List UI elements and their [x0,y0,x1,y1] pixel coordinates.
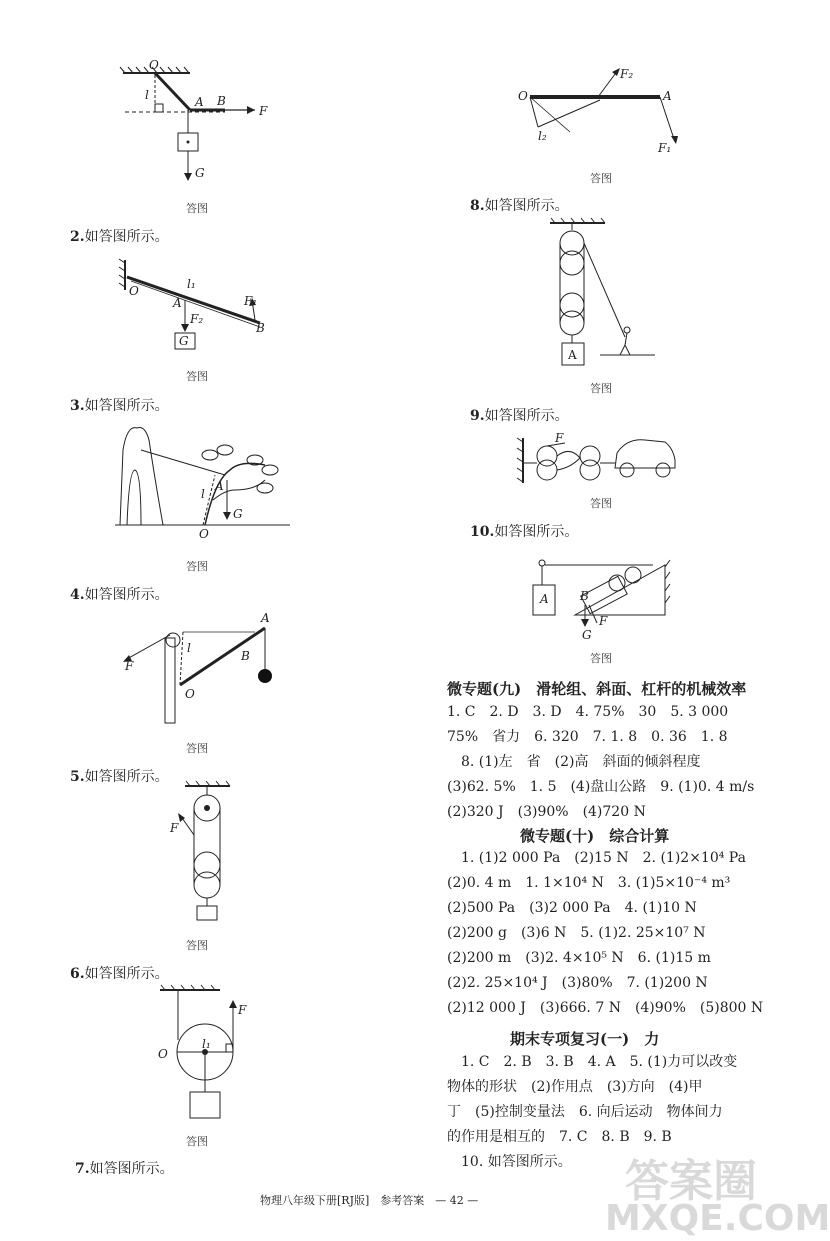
diagram-5 [160,780,260,925]
svg-text:l: l [145,88,149,102]
caption-10: 答图 [590,652,612,665]
svg-text:l₁: l₁ [187,277,196,291]
caption-9: 答图 [590,497,612,510]
item-8: 8.如答图所示。 [470,198,569,214]
svg-text:A: A [215,479,224,493]
item-10: 10.如答图所示。 [470,524,579,540]
svg-text:O: O [158,1047,168,1061]
svg-text:F: F [170,821,179,835]
svg-text:G: G [233,507,243,521]
svg-text:F₁: F₁ [658,141,672,155]
caption-7: 答图 [590,172,612,185]
label-O: O [149,58,159,72]
svg-text:F₁: F₁ [244,294,258,308]
diagram-8 [530,215,660,370]
svg-text:l: l [187,641,191,655]
svg-text:F: F [555,431,564,445]
page-footer: 物理八年级下册[RJ版] 参考答案 — 42 — [260,1194,479,1207]
item-2: 2.如答图所示。 [70,229,169,245]
final-title: 期末专项复习(一) 力 [510,1030,660,1048]
svg-text:F₂: F₂ [620,67,634,81]
caption-2: 答图 [186,370,208,383]
svg-text:O: O [185,687,195,701]
caption-8: 答图 [590,382,612,395]
item-7: 7.如答图所示。 [75,1161,174,1177]
svg-text:A: A [663,89,672,103]
section9-title: 微专题(九) 滑轮组、斜面、杠杆的机械效率 [447,680,747,698]
diagram-10 [525,545,675,645]
diagram-4 [115,610,285,725]
item-4: 4.如答图所示。 [70,587,169,603]
svg-text:A: A [261,611,270,625]
svg-text:A: A [173,296,182,310]
svg-text:O: O [129,284,139,298]
svg-text:B: B [256,321,265,335]
svg-text:G: G [195,166,205,180]
svg-text:A: A [540,592,549,606]
svg-text:B: B [580,589,589,603]
svg-text:A: A [195,95,204,109]
svg-text:F: F [599,614,608,628]
svg-text:B: B [241,649,250,663]
svg-text:O: O [199,527,209,541]
section9-body: 1. C 2. D 3. D 4. 75% 30 5. 3 000 75% 省力 6. 320 7. 1. 8 0. 36 1. 8 8. (1)左 省 (2)高 斜面的倾斜程度 (3)62. 5% 1. 5 (4)盘山公路 9. (1)0. 4 m/s (2)320 J (3)90% (4)720 N [447,704,755,820]
item-9: 9.如答图所示。 [470,408,569,424]
svg-text:F₂: F₂ [190,312,204,326]
final-body: 1. C 2. B 3. B 4. A 5. (1)力可以改变 物体的形状 (2)作用点 (3)方向 (4)甲 丁 (5)控制变量法 6. 向后运动 物体间力 的作用是相互的 7. C 8. B 9. B 10. 如答图所示。 [447,1054,738,1170]
svg-text:l₂: l₂ [538,129,547,143]
watermark-bottom: MXQE.COM [605,1198,830,1239]
item-6: 6.如答图所示。 [70,966,169,982]
section10-title: 微专题(十) 综合计算 [520,827,670,845]
diagram-6 [150,980,270,1125]
diagram-1 [115,55,285,185]
svg-text:G: G [179,334,189,348]
svg-text:F: F [125,659,134,673]
caption-4: 答图 [186,742,208,755]
diagram-2 [115,255,275,355]
svg-text:B: B [217,94,226,108]
svg-text:l₁: l₁ [202,1037,211,1051]
svg-text:O: O [518,89,528,103]
svg-text:A: A [568,348,577,362]
item-5: 5.如答图所示。 [70,769,169,785]
item-3: 3.如答图所示。 [70,398,169,414]
caption-3: 答图 [186,560,208,573]
diagram-3 [115,420,295,545]
caption-1: 答图 [186,202,208,215]
svg-text:F: F [259,104,268,118]
section10-body: 1. (1)2 000 Pa (2)15 N 2. (1)2×10⁴ Pa (2)0. 4 m 1. 1×10⁴ N 3. (1)5×10⁻⁴ m³ (2)500 Pa (3)2 000 Pa 4. (1)10 N (2)200 g (3)6 N 5. (1)2. 25×10⁷ N (2)200 m (3)2. 4×10⁵ N 6. (1)15 m (2)2. 25×10⁴ J (3)80% 7. (1)200 N (2)12 000 J (3)666. 7 N (4)90% (5)800 N [447,850,764,1016]
caption-5: 答图 [186,939,208,952]
diagram-7 [510,62,690,162]
diagram-9 [515,428,685,493]
svg-text:F: F [238,1003,247,1017]
caption-6: 答图 [186,1135,208,1148]
svg-text:l: l [201,487,205,501]
svg-text:G: G [582,628,592,642]
watermark-top: 答案圈 [625,1156,757,1207]
